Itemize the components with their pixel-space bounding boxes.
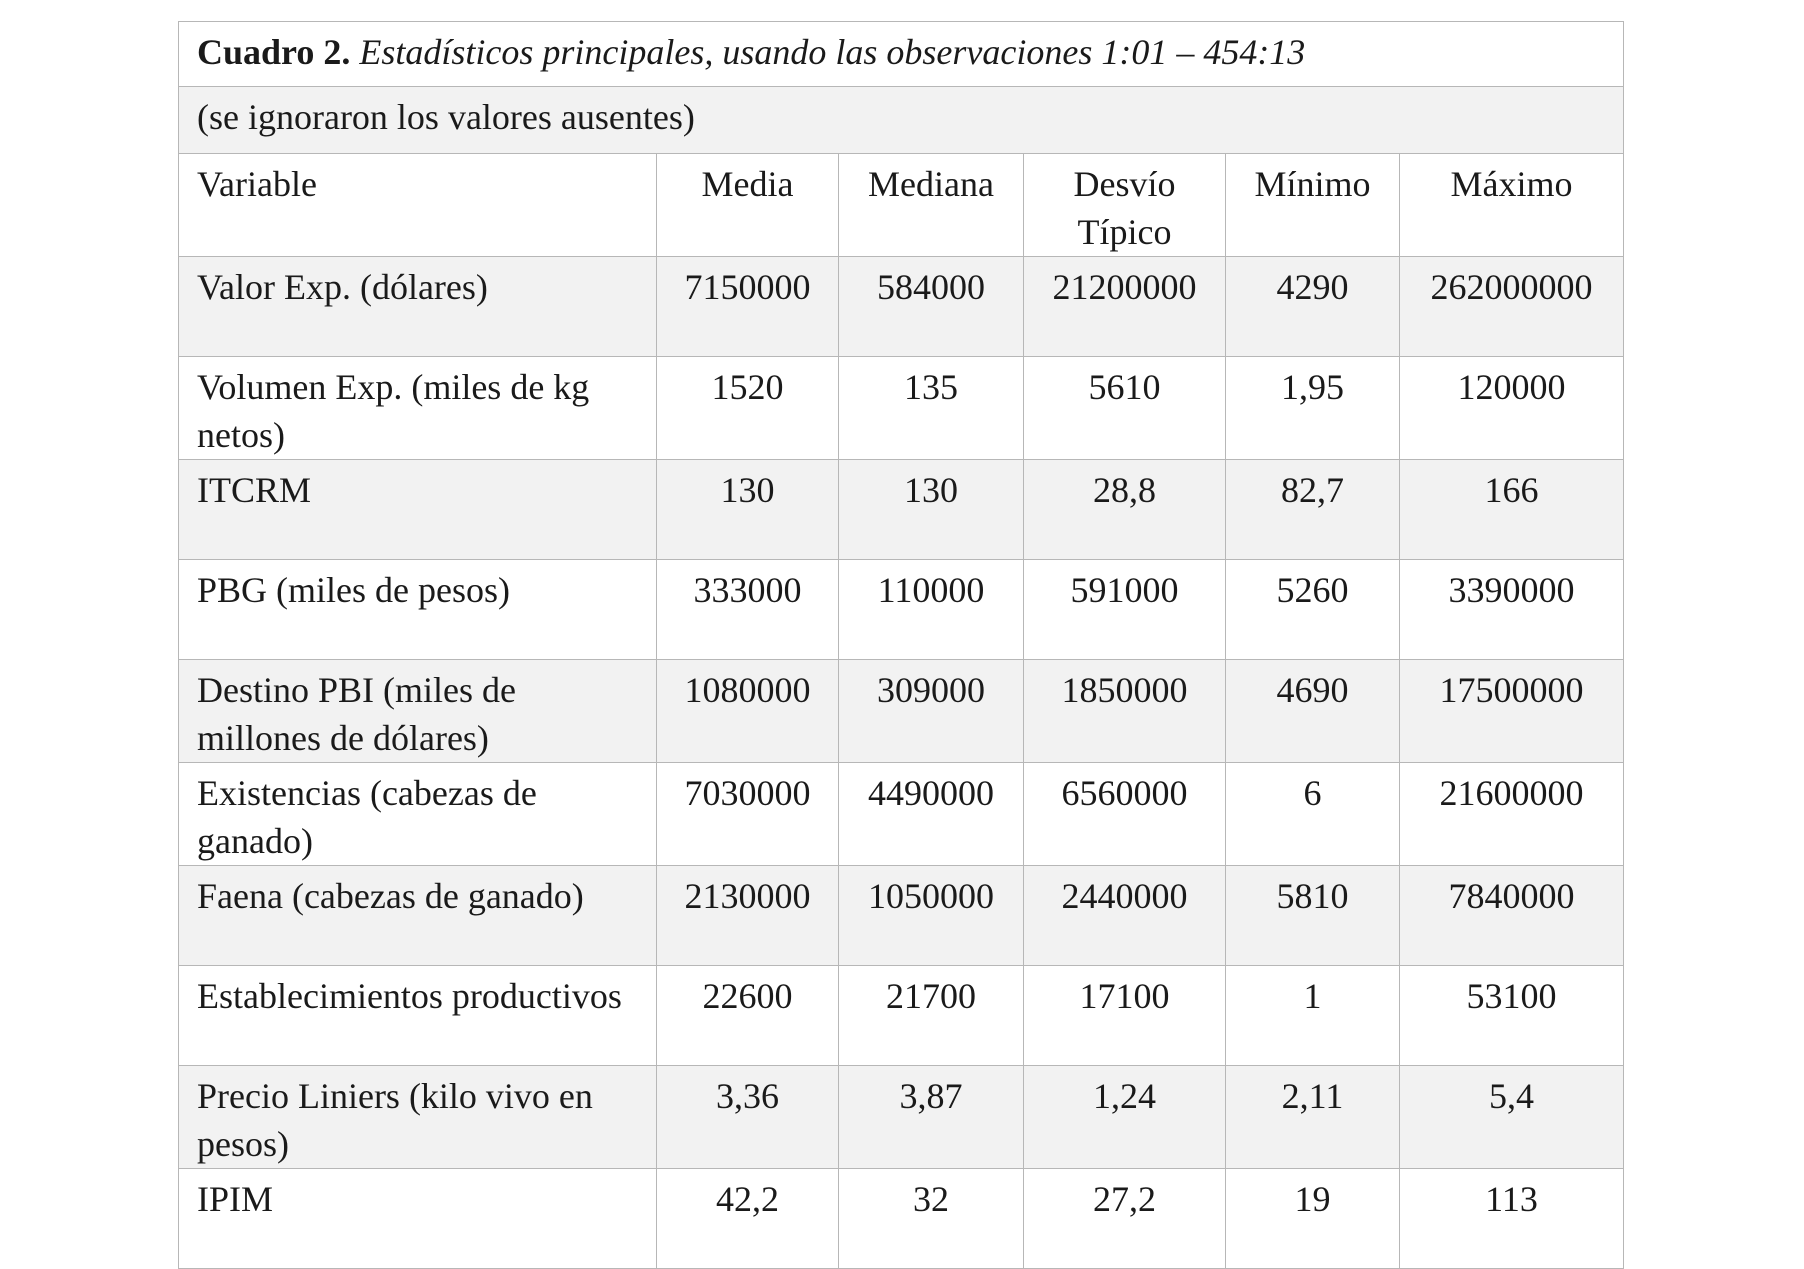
cell-mediana: 135: [839, 357, 1024, 460]
table-note-row: [179, 87, 1624, 154]
header-maximo: Máximo: [1400, 154, 1624, 257]
cell-mediana: 309000: [839, 660, 1024, 763]
cell-maximo: 120000: [1400, 357, 1624, 460]
cell-media: 3,36: [657, 1066, 839, 1169]
cell-maximo: 113: [1400, 1169, 1624, 1269]
cell-minimo: 5260: [1226, 560, 1400, 660]
cell-mediana: 32: [839, 1169, 1024, 1269]
cell-desvio-tipico: 17100: [1024, 966, 1226, 1066]
cell-desvio-tipico: 591000: [1024, 560, 1226, 660]
cell-mediana: 4490000: [839, 763, 1024, 866]
cell-desvio-tipico: 6560000: [1024, 763, 1226, 866]
cell-media: 2130000: [657, 866, 839, 966]
header-desvio-tipico: Desvío Típico: [1024, 154, 1226, 257]
cell-media: 22600: [657, 966, 839, 1066]
cell-media: 130: [657, 460, 839, 560]
cell-desvio-tipico: 1,24: [1024, 1066, 1226, 1169]
cell-desvio-tipico: 28,8: [1024, 460, 1226, 560]
cell-variable: Precio Liniers (kilo vivo en pesos): [179, 1066, 657, 1169]
table-row: [179, 357, 1624, 460]
cell-mediana: 110000: [839, 560, 1024, 660]
cell-variable: Valor Exp. (dólares): [179, 257, 657, 357]
cell-mediana: 1050000: [839, 866, 1024, 966]
cell-variable: Destino PBI (miles de millones de dólares): [179, 660, 657, 763]
cell-minimo: 6: [1226, 763, 1400, 866]
cell-desvio-tipico: 1850000: [1024, 660, 1226, 763]
cell-variable: PBG (miles de pesos): [179, 560, 657, 660]
table-row: [179, 460, 1624, 560]
cell-variable: IPIM: [179, 1169, 657, 1269]
table-row: [179, 257, 1624, 357]
table-note: (se ignoraron los valores ausentes): [179, 87, 1624, 154]
cell-maximo: 53100: [1400, 966, 1624, 1066]
cell-maximo: 3390000: [1400, 560, 1624, 660]
table-row: [179, 1169, 1624, 1269]
cell-variable: ITCRM: [179, 460, 657, 560]
cell-minimo: 19: [1226, 1169, 1400, 1269]
header-minimo: Mínimo: [1226, 154, 1400, 257]
cell-mediana: 3,87: [839, 1066, 1024, 1169]
cell-variable: Establecimientos productivos: [179, 966, 657, 1066]
table-row: [179, 763, 1624, 866]
header-mediana: Mediana: [839, 154, 1024, 257]
table-header-row: [179, 154, 1624, 257]
header-media: Media: [657, 154, 839, 257]
caption-title: Estadísticos principales, usando las observaciones 1:01 – 454:13: [359, 32, 1306, 72]
cell-variable: Existencias (cabezas de ganado): [179, 763, 657, 866]
caption-label: Cuadro 2.: [197, 32, 351, 72]
cell-mediana: 21700: [839, 966, 1024, 1066]
cell-maximo: 7840000: [1400, 866, 1624, 966]
cell-minimo: 2,11: [1226, 1066, 1400, 1169]
table-row: [179, 1066, 1624, 1169]
cell-media: 7150000: [657, 257, 839, 357]
cell-minimo: 1: [1226, 966, 1400, 1066]
cell-maximo: 262000000: [1400, 257, 1624, 357]
cell-minimo: 5810: [1226, 866, 1400, 966]
cell-minimo: 1,95: [1226, 357, 1400, 460]
cell-desvio-tipico: 21200000: [1024, 257, 1226, 357]
header-variable: Variable: [179, 154, 657, 257]
cell-minimo: 4290: [1226, 257, 1400, 357]
table-row: [179, 660, 1624, 763]
cell-mediana: 130: [839, 460, 1024, 560]
cell-maximo: 17500000: [1400, 660, 1624, 763]
cell-media: 1080000: [657, 660, 839, 763]
table-caption: [179, 22, 1624, 87]
table-caption-row: [179, 22, 1624, 87]
cell-minimo: 4690: [1226, 660, 1400, 763]
statistics-table: [178, 21, 1624, 1269]
cell-minimo: 82,7: [1226, 460, 1400, 560]
cell-maximo: 21600000: [1400, 763, 1624, 866]
cell-media: 333000: [657, 560, 839, 660]
cell-desvio-tipico: 2440000: [1024, 866, 1226, 966]
table-row: [179, 966, 1624, 1066]
cell-maximo: 5,4: [1400, 1066, 1624, 1169]
cell-media: 1520: [657, 357, 839, 460]
cell-maximo: 166: [1400, 460, 1624, 560]
cell-variable: Faena (cabezas de ganado): [179, 866, 657, 966]
cell-media: 7030000: [657, 763, 839, 866]
cell-variable: Volumen Exp. (miles de kg netos): [179, 357, 657, 460]
cell-desvio-tipico: 5610: [1024, 357, 1226, 460]
table-row: [179, 866, 1624, 966]
cell-mediana: 584000: [839, 257, 1024, 357]
cell-media: 42,2: [657, 1169, 839, 1269]
cell-desvio-tipico: 27,2: [1024, 1169, 1226, 1269]
table-row: [179, 560, 1624, 660]
